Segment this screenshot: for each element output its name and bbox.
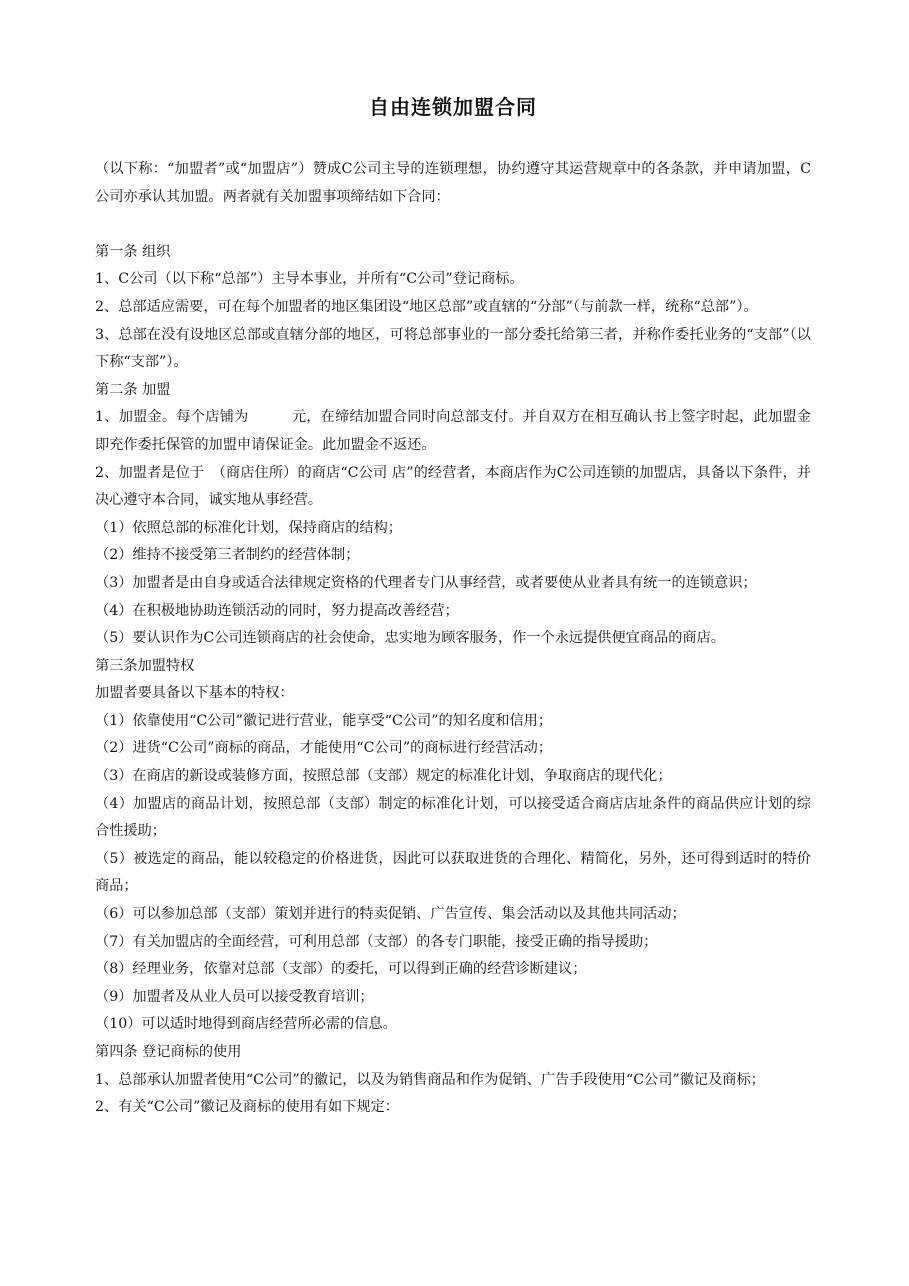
article3-item-10: （9）加盟者及从业人员可以接受教育培训； (95, 988, 374, 1005)
article3-item-2: （1）依靠使用“C公司”徽记进行营业，能享受“C公司”的知名度和信用； (95, 712, 553, 729)
article1-item-3: 3、总部在没有设地区总部或直辖分部的地区，可将总部事业的一部分委托给第三者，并称作委托业务的“支部”（以下称“支部”）。 (95, 326, 811, 371)
article2-item-4: （2）维持不接受第三者制约的经营体制； (95, 547, 360, 564)
article2-item-6: （4）在积极地协助连锁活动的同时，努力提高改善经营； (95, 602, 459, 619)
article3-heading: 第三条加盟特权 (95, 657, 195, 674)
article3-item-4: （3）在商店的新设或装修方面，按照总部（支部）规定的标准化计划，争取商店的现代化； (95, 768, 672, 785)
article3-item-1: 加盟者要具备以下基本的特权： (95, 685, 294, 702)
document-page (95, 92, 811, 1122)
article1-item-2: 2、总部适应需要，可在每个加盟者的地区集团设“地区总部”或直辖的“分部”（与前款一样，统称“总部”）。 (95, 298, 758, 315)
article2-heading: 第二条 加盟 (95, 381, 171, 398)
article3-item-9: （8）经理业务，依靠对总部（支部）的委托，可以得到正确的经营诊断建议； (95, 961, 587, 978)
intro-paragraph: （以下称：“加盟者”或“加盟店”）赞成C公司主导的连锁理想，协约遵守其运营规章中的各条款，并申请加盟，C公司亦承认其加盟。两者就有关加盟事项缔结如下合同： (95, 161, 811, 205)
article1-heading: 第一条 组织 (95, 243, 171, 260)
article2-item-7: （5）要认识作为C公司连锁商店的社会使命，忠实地为顾客服务，作一个永远提供便宜商品的商店。 (95, 630, 725, 647)
article2-item-2: 2、加盟者是位于 （商店住所）的商店“C公司 店”的经营者，本商店作为C公司连锁的加盟店，具备以下条件，并决心遵守本合同，诚实地从事经营。 (95, 464, 811, 509)
article3-item-5: （4）加盟店的商品计划，按照总部（支部）制定的标准化计划，可以接受适合商店店址条件的商品供应计划的综合性援助； (95, 795, 811, 840)
blank-line (95, 211, 811, 239)
article2-item-1: 1、加盟金。每个店铺为 元，在缔结加盟合同时向总部支付。并自双方在相互确认书上签字时起，此加盟金即充作委托保管的加盟申请保证金。此加盟金不返还。 (95, 409, 811, 453)
article3-item-3: （2）进货“C公司”商标的商品，才能使用“C公司”的商标进行经营活动； (95, 740, 553, 757)
article4-item-2: 2、有关“C公司”徽记及商标的使用有如下规定： (95, 1099, 399, 1116)
article4-heading: 第四条 登记商标的使用 (95, 1044, 242, 1060)
article3-item-6: （5）被选定的商品，能以较稳定的价格进货，因此可以获取进货的合理化、精简化，另外，还可得到适时的特价商品； (95, 850, 811, 895)
document-title: 自由连锁加盟合同 (369, 95, 537, 119)
article3-item-11: （10）可以适时地得到商店经营所必需的信息。 (95, 1016, 397, 1033)
article1-item-1: 1、C公司（以下称“总部”）主导本事业，并所有“C公司”登记商标。 (95, 271, 524, 288)
article4-item-1: 1、总部承认加盟者使用“C公司”的徽记，以及为销售商品和作为促销、广告手段使用“C公司”徽记及商标； (95, 1071, 765, 1088)
article3-item-7: （6）可以参加总部（支部）策划并进行的特卖促销、广告宣传、集会活动以及其他共同活动； (95, 906, 686, 923)
article2-item-5: （3）加盟者是由自身或适合法律规定资格的代理者专门从事经营，或者要使从业者具有统一的连锁意识； (95, 574, 757, 591)
article3-item-8: （7）有关加盟店的全面经营，可利用总部（支部）的各专门职能，接受正确的指导援助； (95, 933, 658, 950)
article2-item-3: （1）依照总部的标准化计划，保持商店的结构； (95, 519, 402, 536)
